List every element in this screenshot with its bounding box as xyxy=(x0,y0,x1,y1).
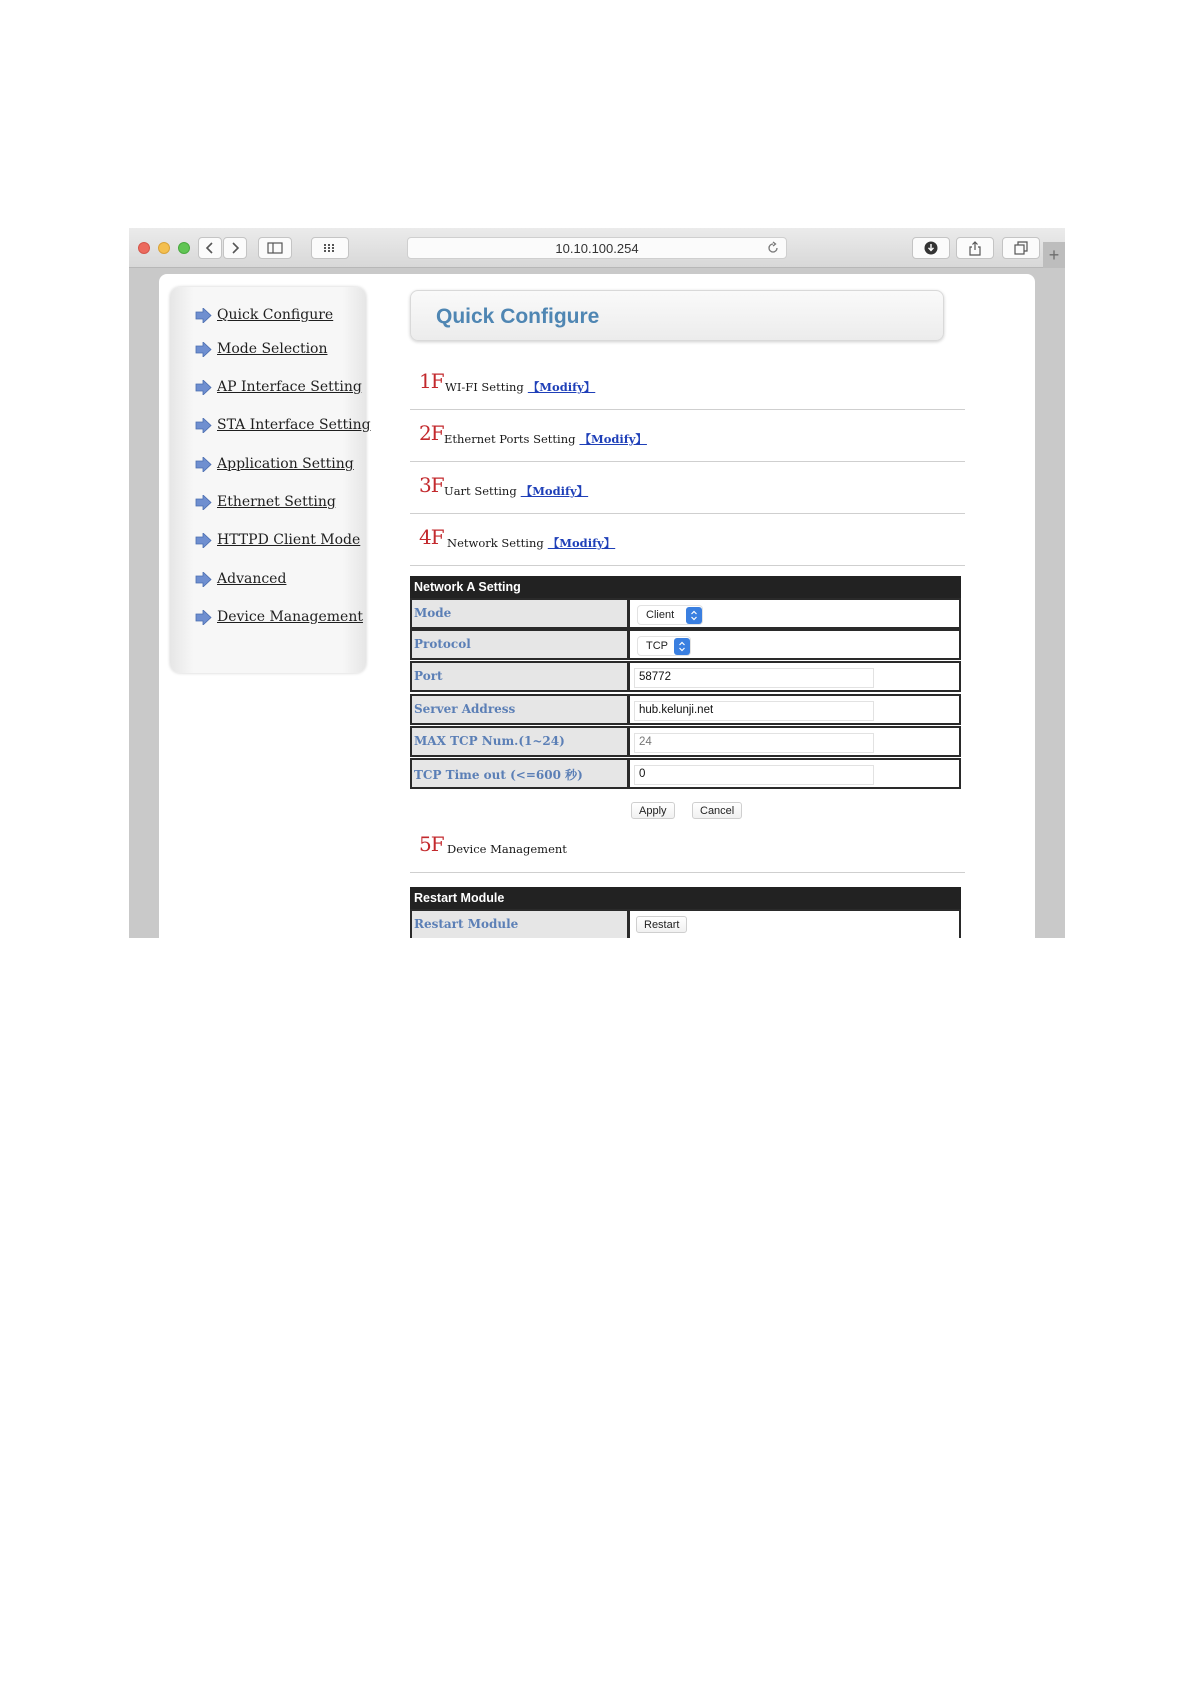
browser-toolbar xyxy=(129,228,1065,268)
download-icon xyxy=(924,241,938,255)
floor-number: 3F xyxy=(419,473,444,497)
sidebar-item-sta-interface-setting[interactable] xyxy=(195,417,371,433)
page-title: Quick Configure xyxy=(436,305,600,328)
mode-select[interactable] xyxy=(637,605,703,625)
floor-number: 4F xyxy=(419,525,444,549)
updown-chevron-icon xyxy=(686,607,702,624)
sidebar-item-label: Advanced xyxy=(217,571,287,587)
page-title-box xyxy=(410,290,944,341)
top-sites-button[interactable] xyxy=(311,237,349,259)
sidebar-item-ap-interface-setting[interactable] xyxy=(195,379,362,395)
forward-button[interactable] xyxy=(223,237,247,259)
grid-icon xyxy=(323,243,337,253)
close-window-button[interactable] xyxy=(138,242,150,254)
network-table-header: Network A Setting xyxy=(410,576,961,598)
network-row-server-address xyxy=(410,694,961,725)
section-uart-setting xyxy=(410,463,965,514)
max-tcp-input[interactable]: 24 xyxy=(634,733,874,753)
share-button[interactable] xyxy=(956,237,994,259)
back-button[interactable] xyxy=(198,237,222,259)
modify-ethernet-link[interactable]: 【Modify】 xyxy=(579,432,647,446)
server-address-cell xyxy=(629,694,961,725)
port-cell xyxy=(629,661,961,692)
tcp-timeout-cell xyxy=(629,758,961,789)
section-label: Uart Setting xyxy=(444,484,517,498)
section-label: Network Setting xyxy=(447,536,544,550)
sidebar-item-device-management[interactable] xyxy=(195,609,363,625)
apply-button[interactable]: Apply xyxy=(631,802,675,819)
sidebar-item-label: Ethernet Setting xyxy=(217,494,336,510)
sidebar-item-httpd-client-mode[interactable] xyxy=(195,532,360,548)
arrow-right-icon xyxy=(195,572,212,587)
section-device-management xyxy=(410,822,965,873)
arrow-right-icon xyxy=(195,342,212,357)
protocol-select[interactable] xyxy=(637,636,691,656)
chevron-right-icon xyxy=(230,242,240,254)
chevron-left-icon xyxy=(205,242,215,254)
cancel-button[interactable]: Cancel xyxy=(692,802,742,819)
minimize-window-button[interactable] xyxy=(158,242,170,254)
sidebar-item-label: STA Interface Setting xyxy=(217,417,371,433)
sidebar-item-mode-selection[interactable] xyxy=(195,341,328,357)
protocol-label: Protocol xyxy=(410,629,629,660)
section-label: Ethernet Ports Setting xyxy=(444,432,576,446)
arrow-right-icon xyxy=(195,533,212,548)
mode-select-value: Client xyxy=(646,609,675,621)
max-tcp-label: MAX TCP Num.(1~24) xyxy=(410,726,629,757)
mode-cell xyxy=(629,598,961,629)
sidebar-item-label: Device Management xyxy=(217,609,363,625)
network-row-tcp-timeout xyxy=(410,758,961,789)
section-label-wrap xyxy=(444,431,647,447)
sidebar-item-label: AP Interface Setting xyxy=(217,379,362,395)
modify-wifi-link[interactable]: 【Modify】 xyxy=(527,380,596,394)
sidebar-toggle-button[interactable] xyxy=(258,237,292,259)
server-address-label: Server Address xyxy=(410,694,629,725)
restart-module-label: Restart Module xyxy=(410,909,629,938)
section-ethernet-ports-setting xyxy=(410,411,965,462)
modify-uart-link[interactable]: 【Modify】 xyxy=(520,484,589,498)
section-label: WI-FI Setting xyxy=(445,380,524,394)
arrow-right-icon xyxy=(195,610,212,625)
sidebar-icon xyxy=(267,242,283,254)
network-row-mode xyxy=(410,598,961,629)
arrow-right-icon xyxy=(195,418,212,433)
section-network-setting xyxy=(410,515,965,566)
sidebar-nav xyxy=(170,287,371,673)
browser-window xyxy=(129,228,1065,938)
sidebar-item-label: HTTPD Client Mode xyxy=(217,532,361,548)
zoom-window-button[interactable] xyxy=(178,242,190,254)
arrow-right-icon xyxy=(195,495,212,510)
url-text: 10.10.100.254 xyxy=(555,240,639,256)
network-row-max-tcp xyxy=(410,726,961,757)
max-tcp-cell xyxy=(629,726,961,757)
floor-number: 2F xyxy=(419,421,444,445)
tcp-timeout-label: TCP Time out (<=600 秒) xyxy=(410,758,629,789)
address-bar[interactable] xyxy=(407,237,787,259)
server-address-input[interactable]: hub.kelunji.net xyxy=(634,701,874,721)
updown-chevron-icon xyxy=(674,638,690,655)
sidebar-item-label: Application Setting xyxy=(217,456,354,472)
restart-table-header: Restart Module xyxy=(410,887,961,909)
sidebar-item-advanced[interactable] xyxy=(195,571,286,587)
modify-network-link[interactable]: 【Modify】 xyxy=(547,536,616,550)
tabs-icon xyxy=(1014,241,1028,255)
page-viewport xyxy=(159,274,1035,938)
restart-button[interactable]: Restart xyxy=(636,916,687,933)
share-icon xyxy=(968,241,982,256)
sidebar-item-application-setting[interactable] xyxy=(195,456,354,472)
section-wifi-setting xyxy=(410,359,965,410)
section-label-wrap xyxy=(447,535,615,551)
restart-cell xyxy=(629,909,961,938)
arrow-right-icon xyxy=(195,457,212,472)
restart-row xyxy=(410,909,961,938)
section-label: Device Management xyxy=(447,842,567,856)
protocol-cell xyxy=(629,629,961,660)
sidebar-item-ethernet-setting[interactable] xyxy=(195,494,336,510)
arrow-right-icon xyxy=(195,308,212,323)
section-label-wrap xyxy=(444,483,588,499)
floor-number: 5F xyxy=(419,832,444,856)
sidebar-item-label: Quick Configure xyxy=(217,307,334,323)
floor-number: 1F xyxy=(419,369,444,393)
protocol-select-value: TCP xyxy=(646,640,668,652)
sidebar-item-quick-configure[interactable] xyxy=(195,307,333,323)
arrow-right-icon xyxy=(195,380,212,395)
downloads-button[interactable] xyxy=(912,237,950,259)
network-row-port xyxy=(410,661,961,692)
port-input[interactable]: 58772 xyxy=(634,668,874,688)
section-label-wrap xyxy=(445,379,595,395)
network-row-protocol xyxy=(410,629,961,660)
reload-icon[interactable] xyxy=(766,241,780,255)
sidebar-item-label: Mode Selection xyxy=(217,341,328,357)
mode-label: Mode xyxy=(410,598,629,629)
tabs-overview-button[interactable] xyxy=(1002,237,1040,259)
port-label: Port xyxy=(410,661,629,692)
tcp-timeout-input[interactable]: 0 xyxy=(634,765,874,785)
new-tab-button[interactable]: + xyxy=(1043,242,1065,268)
